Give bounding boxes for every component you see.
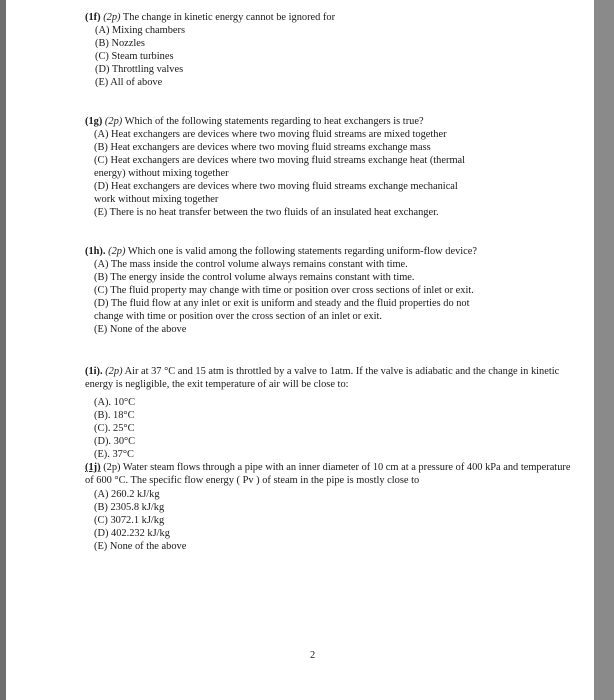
question-stem	[85, 365, 575, 391]
question-1i	[85, 365, 575, 461]
option-e: (E) There is no heat transfer between the two fluids of an insulated heat exchanger.	[94, 207, 439, 218]
option-e: (E) None of the above	[94, 541, 187, 552]
question-1g	[85, 115, 575, 219]
question-points: (2p)	[104, 116, 123, 127]
option-d: (D) Heat exchangers are devices where two moving fluid streams exchange mechanical	[94, 181, 458, 192]
option-list	[85, 128, 575, 219]
option-list	[85, 396, 575, 461]
question-points: (2p)	[103, 462, 121, 473]
question-1h	[85, 245, 575, 336]
option-d: (D) Throttling valves	[95, 64, 184, 75]
question-text: Which one is valid among the following statements regarding uniform-flow device?	[127, 246, 477, 257]
option-b: (B) 2305.8 kJ/kg	[94, 502, 165, 513]
question-label: (1j)	[85, 462, 101, 473]
question-stem	[85, 11, 575, 24]
option-list	[85, 24, 575, 89]
option-c: (C) The fluid property may change with time or position over cross sections of inlet or exit.	[94, 285, 474, 296]
question-stem	[85, 115, 575, 128]
question-1j	[85, 461, 575, 553]
page-edge-right	[594, 0, 614, 700]
option-d: (D). 30°C	[94, 436, 136, 447]
option-c: (C). 25°C	[94, 423, 135, 434]
question-stem	[85, 461, 575, 487]
page-number: 2	[310, 650, 316, 661]
option-c: (C) Heat exchangers are devices where two moving fluid streams exchange heat (thermal	[94, 155, 466, 166]
option-a: (A). 10°C	[94, 397, 136, 408]
question-label: (1g)	[85, 116, 103, 127]
option-b: (B) The energy inside the control volume always remains constant with time.	[94, 272, 415, 283]
option-a: (A) The mass inside the control volume always remains constant with time.	[94, 259, 408, 270]
question-text: Water steam flows through a pipe with an inner diameter of 10 cm at a pressure of 400 kPa and temperature of 600 °C. The specific flow energy ( Pv ) of steam in the pipe is mostly close to	[85, 462, 571, 486]
question-text: The change in kinetic energy cannot be ignored for	[122, 12, 336, 23]
option-e: (E) None of the above	[94, 324, 187, 335]
option-d: (D) The fluid flow at any inlet or exit is uniform and steady and the fluid properties do not	[94, 298, 470, 309]
option-e: (E). 37°C	[94, 449, 134, 460]
document-page	[6, 0, 594, 700]
option-d: (D) 402.232 kJ/kg	[94, 528, 170, 539]
question-stem	[85, 245, 575, 258]
option-a: (A) 260.2 kJ/kg	[94, 489, 160, 500]
question-label: (1h).	[85, 246, 106, 257]
option-c: (C) Steam turbines	[95, 51, 174, 62]
option-list	[85, 258, 575, 336]
question-1f	[85, 11, 575, 89]
option-list	[85, 488, 575, 553]
option-b: (B) Heat exchangers are devices where two moving fluid streams exchange mass	[94, 142, 431, 153]
question-points: (2p)	[108, 246, 126, 257]
option-a: (A) Heat exchangers are devices where two moving fluid streams are mixed together	[94, 129, 447, 140]
question-text: Air at 37 °C and 15 atm is throttled by a valve to 1atm. If the valve is adiabatic and the change in kinetic energy is negligible, the exit temperature of air will be close to:	[85, 366, 560, 390]
question-text: Which of the following statements regarding to heat exchangers is true?	[124, 116, 424, 127]
option-e: (E) All of above	[95, 77, 163, 88]
option-d-continued: change with time or position over the cross section of an inlet or exit.	[94, 311, 382, 322]
option-c-continued: energy) without mixing together	[94, 168, 229, 179]
option-c: (C) 3072.1 kJ/kg	[94, 515, 165, 526]
option-a: (A) Mixing chambers	[95, 25, 186, 36]
option-b: (B) Nozzles	[95, 38, 145, 49]
question-label: (1i).	[85, 366, 103, 377]
option-b: (B). 18°C	[94, 410, 135, 421]
question-points: (2p)	[103, 12, 121, 23]
question-points: (2p)	[105, 366, 123, 377]
question-label: (1f)	[85, 12, 101, 23]
option-d-continued: work without mixing together	[94, 194, 219, 205]
